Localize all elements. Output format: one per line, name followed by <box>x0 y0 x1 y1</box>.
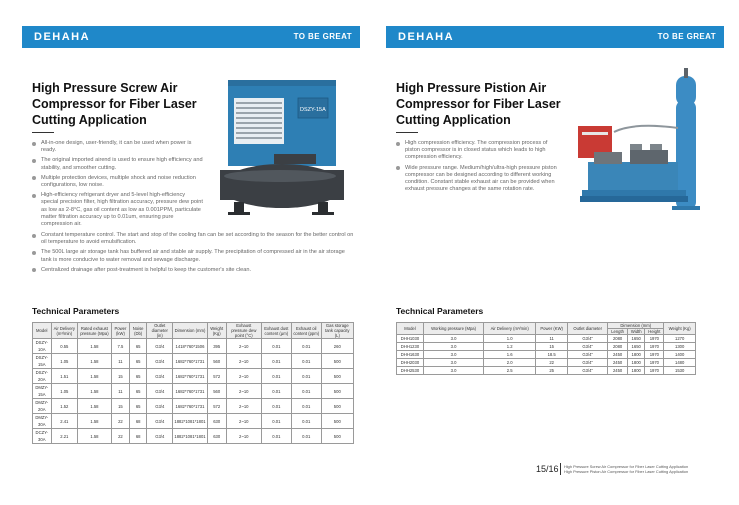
table-cell: 0.01 <box>261 414 291 429</box>
table-cell: 560 <box>207 384 226 399</box>
table-cell: G3/4 <box>147 384 173 399</box>
table-cell: 500 <box>321 414 353 429</box>
header-banner <box>22 26 360 48</box>
table-cell: 1480 <box>664 359 696 367</box>
table-cell: 1.05 <box>51 384 78 399</box>
table-cell: 2~10 <box>226 414 261 429</box>
table-cell: 500 <box>321 429 353 444</box>
table-cell: 1.52 <box>51 399 78 414</box>
table-cell: DSZY-15A <box>33 354 52 369</box>
footer-line: High Pressure Piston Air Compressor for Fiber Laser Cutting Application <box>564 469 689 474</box>
column-header: Outlet diameter <box>568 323 608 335</box>
table-cell: DSZY-10A <box>33 339 52 354</box>
table-cell: 1.58 <box>78 339 112 354</box>
table-cell: 0.01 <box>261 354 291 369</box>
table-cell: DMZY-20A <box>33 399 52 414</box>
table-cell: 0.01 <box>291 339 321 354</box>
column-header: Outlet diameter (in) <box>147 323 173 339</box>
slogan: TO BE GREAT <box>293 32 352 41</box>
table-cell: DMZY-15A <box>33 384 52 399</box>
table-cell: DHH1230 <box>397 343 424 351</box>
table-cell: G3/4" <box>568 351 608 359</box>
table-cell: 1.6 <box>484 351 536 359</box>
table-cell: 22 <box>536 359 568 367</box>
table-cell: 1.58 <box>78 399 112 414</box>
slogan: TO BE GREAT <box>657 32 716 41</box>
table-cell: G3/4" <box>568 343 608 351</box>
column-header: Model <box>397 323 424 335</box>
table-cell: DHH2530 <box>397 367 424 375</box>
column-header: Weight (Kg) <box>664 323 696 335</box>
list-item: Constant temperature control. The start and stop of the cooling fan can be set according to the season for the better control on oil temperature to avoid emulsification. <box>32 232 354 246</box>
table-cell: 2~10 <box>226 429 261 444</box>
list-item: The original imported airend is used to ensure high efficiency and stability, and smoother cutting. <box>32 157 204 171</box>
table-row <box>33 414 354 429</box>
table-cell: 1.0 <box>484 335 536 343</box>
table-cell: 0.01 <box>261 339 291 354</box>
table-cell: 1970 <box>645 367 664 375</box>
piston-compressor-image <box>574 66 720 226</box>
column-header: Dimension (mm) <box>608 323 664 329</box>
table-cell: 500 <box>321 369 353 384</box>
table-cell: 65 <box>130 354 147 369</box>
table-cell: G3/4" <box>568 367 608 375</box>
table-cell: 1.58 <box>78 429 112 444</box>
table-cell: 630 <box>207 429 226 444</box>
screw-compressor-image <box>214 78 354 228</box>
table-cell: 1.58 <box>78 384 112 399</box>
table-cell: 7.5 <box>111 339 129 354</box>
column-header: Weight (Kg) <box>207 323 226 339</box>
header-banner <box>386 26 724 48</box>
table-cell: 3.0 <box>423 351 483 359</box>
column-header: Power (kW) <box>111 323 129 339</box>
table-cell: 25 <box>536 367 568 375</box>
table-cell: 1.58 <box>78 369 112 384</box>
table-cell: 500 <box>321 399 353 414</box>
table-cell: 0.01 <box>261 369 291 384</box>
spec-table-piston <box>396 322 696 375</box>
table-cell: 1682*760*1731 <box>173 384 207 399</box>
table-cell: 560 <box>207 354 226 369</box>
column-header: Air Delivery (m³/min) <box>484 323 536 335</box>
left-page <box>22 26 360 486</box>
table-row <box>33 354 354 369</box>
table-cell: 65 <box>130 339 147 354</box>
section-title: Technical Parameters <box>32 306 120 316</box>
table-cell: 65 <box>130 399 147 414</box>
table-cell: 2.0 <box>484 359 536 367</box>
table-cell: 1300 <box>664 343 696 351</box>
table-cell: 1650 <box>628 343 645 351</box>
table-cell: 65 <box>130 369 147 384</box>
table-cell: 2.21 <box>51 429 78 444</box>
table-cell: 2~10 <box>226 339 261 354</box>
feature-list <box>396 140 562 196</box>
table-cell: 0.01 <box>291 429 321 444</box>
table-cell: 3.0 <box>423 367 483 375</box>
table-cell: 2~10 <box>226 354 261 369</box>
column-header: Air Delivery (m³/min) <box>51 323 78 339</box>
table-cell: G3/4 <box>147 339 173 354</box>
table-cell: 0.01 <box>261 399 291 414</box>
table-cell: 2.5 <box>484 367 536 375</box>
footer-line: High Pressure Screw Air Compressor for Fiber Laser Cutting Application <box>564 464 689 469</box>
table-cell: DHH1630 <box>397 351 424 359</box>
table-cell: 0.01 <box>291 399 321 414</box>
table-cell: 1882*1081*1801 <box>173 414 207 429</box>
page-title: High Pressure Screw Air Compressor for Fiber Laser Cutting Application <box>32 81 197 127</box>
table-cell: 1270 <box>664 335 696 343</box>
table-cell: 0.01 <box>261 429 291 444</box>
table-cell: 2~10 <box>226 384 261 399</box>
table-cell: 1970 <box>645 343 664 351</box>
table-cell: 1970 <box>645 351 664 359</box>
table-row <box>397 343 696 351</box>
table-cell: 572 <box>207 399 226 414</box>
table-cell: 18.5 <box>536 351 568 359</box>
list-item: High-efficiency refrigerant dryer and 5-level high-efficiency special precision filter, high filtration accuracy, pressure dew point as low as 2-8°C, gas oil content as low as 0.001PPM, particulate matter filtration accuracy up to 0.01um, ensuring pure compression air. <box>32 192 204 228</box>
table-cell: 15 <box>536 343 568 351</box>
table-cell: 1682*760*1731 <box>173 399 207 414</box>
table-row <box>33 429 354 444</box>
table-cell: 2~10 <box>226 399 261 414</box>
table-cell: 1650 <box>628 335 645 343</box>
column-header: Exhaust pressure dew point (°C) <box>226 323 261 339</box>
table-cell: 2080 <box>608 343 628 351</box>
table-row <box>33 384 354 399</box>
column-header: Power (KW) <box>536 323 568 335</box>
table-cell: 1800 <box>628 367 645 375</box>
title-rule <box>396 132 418 133</box>
page-title: High Pressure Pistion Air Compressor for Fiber Laser Cutting Application <box>396 81 561 127</box>
column-header: Noise (Db) <box>130 323 147 339</box>
column-subheader: Length <box>608 329 628 335</box>
section-title: Technical Parameters <box>396 306 484 316</box>
table-cell: 0.55 <box>51 339 78 354</box>
table-cell: 500 <box>321 354 353 369</box>
table-cell: 2450 <box>608 359 628 367</box>
table-cell: 2450 <box>608 351 628 359</box>
table-cell: 1530 <box>664 367 696 375</box>
title-rule <box>32 132 54 133</box>
feature-list-wide <box>32 232 354 277</box>
table-cell: 260 <box>321 339 353 354</box>
table-cell: 1882*1081*1801 <box>173 429 207 444</box>
table-row <box>397 335 696 343</box>
table-cell: 65 <box>130 384 147 399</box>
footer-divider <box>560 463 561 475</box>
table-cell: 1970 <box>645 359 664 367</box>
page-number: 15/16 <box>536 464 559 474</box>
table-cell: 15 <box>111 399 129 414</box>
table-cell: 2450 <box>608 367 628 375</box>
table-cell: 0.01 <box>291 354 321 369</box>
table-cell: 1.2 <box>484 343 536 351</box>
column-subheader: Height <box>645 329 664 335</box>
table-cell: 1.58 <box>78 354 112 369</box>
table-cell: 22 <box>111 414 129 429</box>
table-cell: 0.01 <box>261 384 291 399</box>
right-page <box>386 26 724 486</box>
column-header: Working pressure (Mpa) <box>423 323 483 335</box>
feature-list <box>32 140 204 231</box>
table-row <box>33 399 354 414</box>
table-cell: DHH2030 <box>397 359 424 367</box>
table-cell: 0.01 <box>291 369 321 384</box>
table-cell: 1800 <box>628 351 645 359</box>
table-cell: 1.51 <box>51 369 78 384</box>
table-cell: 0.01 <box>291 384 321 399</box>
table-cell: 68 <box>130 414 147 429</box>
table-cell: 1970 <box>645 335 664 343</box>
table-cell: 1400 <box>664 351 696 359</box>
list-item: Wide pressure range. Medium/high/ultra-high pressure piston compressor can be designed according to different working condition. Constant stable exhaust air can be provided when exhaust pressure changes at the same rotation rate. <box>396 165 562 194</box>
table-cell: G3/4 <box>147 354 173 369</box>
brand-logo: DEHAHA <box>398 31 455 43</box>
table-cell: 22 <box>111 429 129 444</box>
table-cell: 2~10 <box>226 369 261 384</box>
list-item: Multiple protection devices, multiple shock and noise reduction configurations, low noise. <box>32 175 204 189</box>
list-item: Centralized drainage after post-treatment is helpful to keep the customer's site clean. <box>32 267 354 274</box>
table-cell: 1682*760*1731 <box>173 354 207 369</box>
table-cell: 1418*760*1506 <box>173 339 207 354</box>
table-cell: 11 <box>111 354 129 369</box>
table-cell: 15 <box>111 369 129 384</box>
table-row <box>33 339 354 354</box>
list-item: High compression efficiency. The compression process of piston compressor is in closed status which leads to high compression efficiency. <box>396 140 562 162</box>
table-row <box>397 359 696 367</box>
table-cell: 395 <box>207 339 226 354</box>
table-cell: 3.0 <box>423 359 483 367</box>
table-row <box>397 351 696 359</box>
table-cell: G3/4" <box>568 335 608 343</box>
table-cell: 2080 <box>608 335 628 343</box>
table-cell: 1682*760*1731 <box>173 369 207 384</box>
table-cell: G3/4 <box>147 414 173 429</box>
table-row <box>33 369 354 384</box>
column-header: Gas storage tank capacity (L) <box>321 323 353 339</box>
table-cell: 68 <box>130 429 147 444</box>
product-label: DSZY-15A <box>300 107 326 113</box>
table-cell: 1.58 <box>78 414 112 429</box>
table-cell: DMZY-30A <box>33 414 52 429</box>
table-cell: 2.41 <box>51 414 78 429</box>
column-header: Exhaust oil content (ppm) <box>291 323 321 339</box>
list-item: The 500L large air storage tank has buffered air and stable air supply. The precipitation of compressed air in the air storage tank is more conducive to water removal and sewage discharge. <box>32 249 354 263</box>
spec-table-screw <box>32 322 354 444</box>
table-cell: 1800 <box>628 359 645 367</box>
table-cell: G3/4 <box>147 429 173 444</box>
column-subheader: Width <box>628 329 645 335</box>
table-row <box>397 367 696 375</box>
table-cell: DHH1030 <box>397 335 424 343</box>
column-header: Dimension (mm) <box>173 323 207 339</box>
table-cell: 0.01 <box>291 414 321 429</box>
table-cell: G3/4 <box>147 369 173 384</box>
table-header-row <box>33 323 354 339</box>
table-cell: 630 <box>207 414 226 429</box>
list-item: All-in-one design, user-friendly, it can be used when power is ready. <box>32 140 204 154</box>
column-header: Rated exhaust pressure (Mpa) <box>78 323 112 339</box>
table-cell: 1.05 <box>51 354 78 369</box>
table-cell: DCZY-30A <box>33 429 52 444</box>
table-cell: 11 <box>111 384 129 399</box>
table-cell: G3/4" <box>568 359 608 367</box>
table-cell: 3.0 <box>423 335 483 343</box>
table-cell: 500 <box>321 384 353 399</box>
column-header: Model <box>33 323 52 339</box>
table-header-row <box>397 323 696 329</box>
table-cell: 11 <box>536 335 568 343</box>
column-header: Exhaust dust content (μm) <box>261 323 291 339</box>
table-cell: 572 <box>207 369 226 384</box>
brand-logo: DEHAHA <box>34 31 91 43</box>
table-cell: 3.0 <box>423 343 483 351</box>
table-cell: G3/4 <box>147 399 173 414</box>
table-cell: DSZY-20A <box>33 369 52 384</box>
